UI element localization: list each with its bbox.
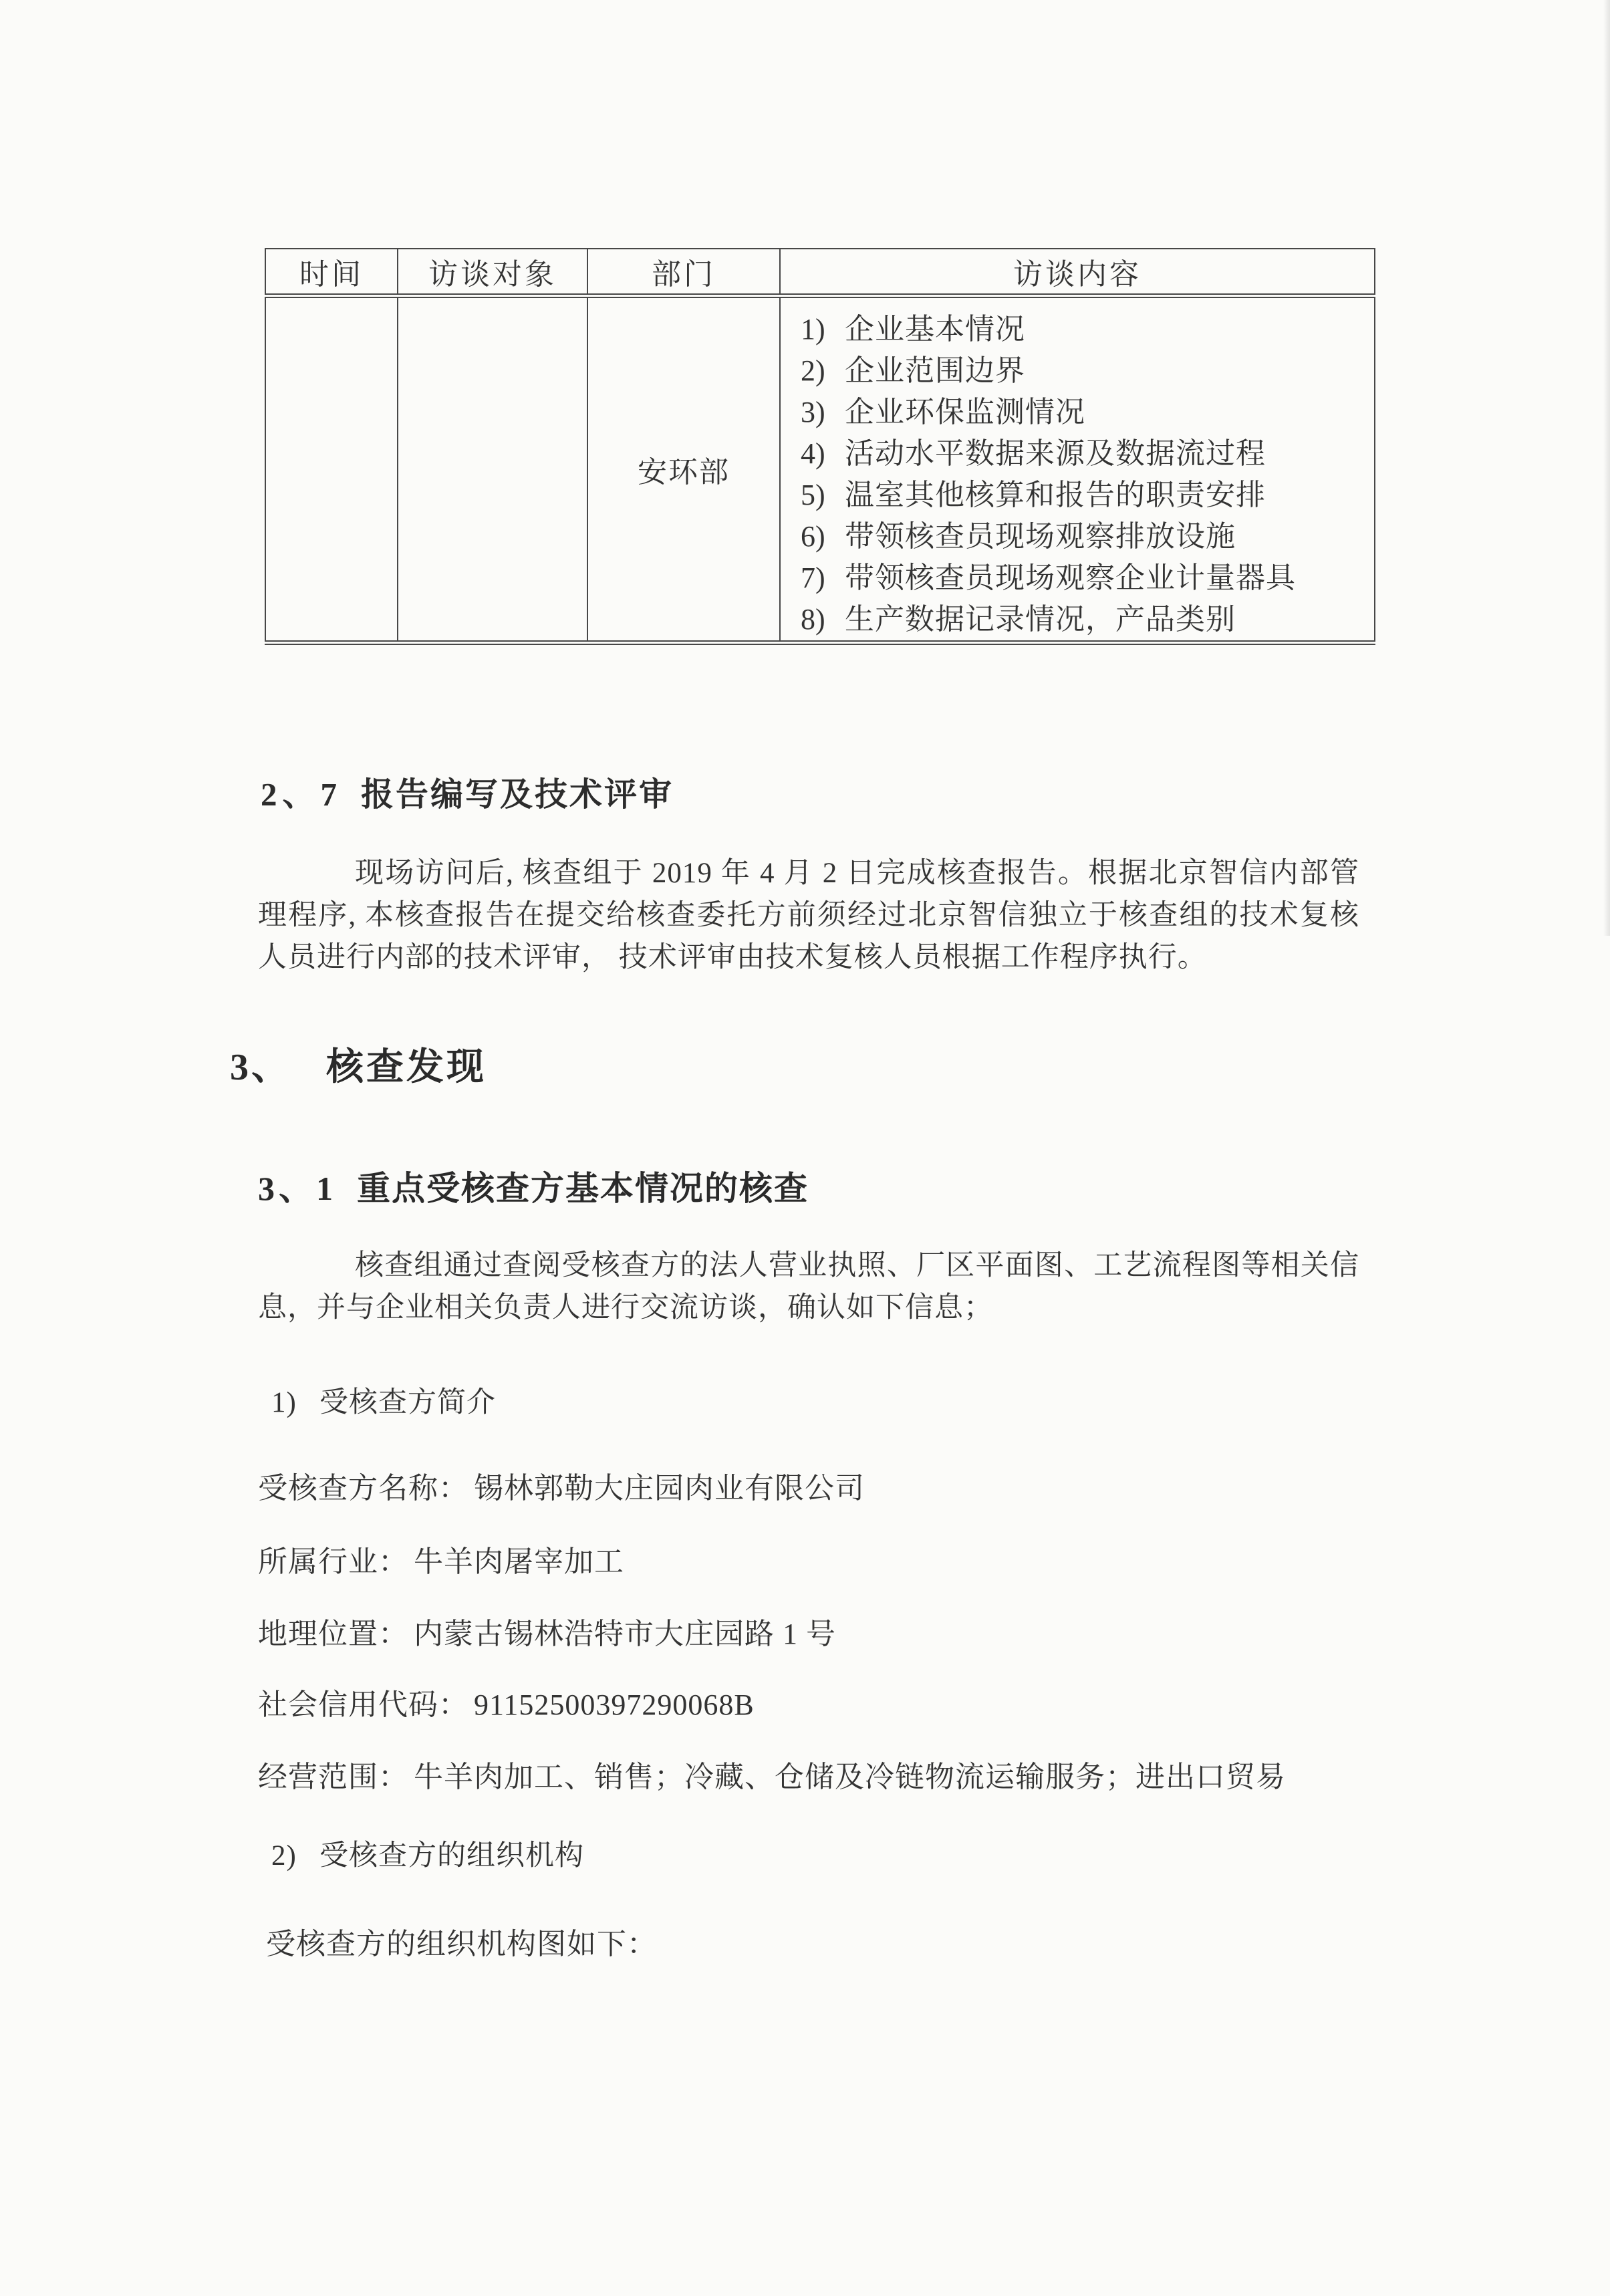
column-header-interview-content: 访谈内容 — [780, 249, 1375, 296]
section-number: 2、7 — [261, 776, 343, 813]
section-heading-3-1 — [258, 1162, 809, 1210]
field-credit-code — [258, 1680, 755, 1723]
list-item-text: 企业范围边界 — [845, 354, 1025, 387]
list-item-number: 2) — [271, 1840, 297, 1872]
profile-item-2 — [271, 1833, 584, 1874]
list-item-number: 8) — [801, 603, 825, 636]
section-title: 核查发现 — [326, 1047, 487, 1088]
cell-interviewee — [398, 296, 587, 643]
list-item-number: 1) — [271, 1387, 297, 1418]
list-item-text: 企业基本情况 — [845, 313, 1025, 346]
field-label: 地理位置： — [258, 1618, 408, 1650]
list-item-text: 带领核查员现场观察排放设施 — [845, 520, 1236, 553]
field-location — [258, 1610, 836, 1652]
field-value: 内蒙古锡林浩特市大庄园路 1 号 — [414, 1618, 836, 1650]
list-item-number: 4) — [801, 437, 825, 470]
list-item-number: 5) — [801, 479, 825, 511]
field-company-name — [258, 1464, 865, 1507]
profile-item-1 — [271, 1380, 496, 1420]
section-number: 3、 — [230, 1047, 291, 1088]
cell-department: 安环部 — [587, 296, 780, 643]
list-item — [781, 298, 1374, 350]
list-item — [781, 433, 1374, 475]
list-item-text: 温室其他核算和报告的职责安排 — [845, 479, 1266, 511]
list-item-number: 1) — [801, 313, 825, 346]
section-heading-3 — [230, 1037, 487, 1091]
field-label: 社会信用代码： — [258, 1688, 468, 1721]
interview-schedule-table — [265, 248, 1375, 645]
cell-interview-content — [780, 296, 1375, 643]
column-header-time: 时间 — [265, 249, 398, 296]
table-header-row — [265, 249, 1375, 296]
field-value: 牛羊肉加工、销售；冷藏、仓储及冷链物流运输服务；进出口贸易 — [414, 1761, 1286, 1793]
section-2-7-paragraph: 现场访问后, 核查组于 2019 年 4 月 2 日完成核查报告。根据北京智信内部管理程序, 本核查报告在提交给核查委托方前须经过北京智信独立于核查组的技术复核人员进行内部的技术评审， 技术评审由技术复核人员根据工作程序执行。 — [258, 858, 1359, 973]
org-chart-intro-line: 受核查方的组织机构图如下： — [266, 1928, 657, 1960]
field-value: 牛羊肉屠宰加工 — [414, 1545, 624, 1578]
list-item-number: 2) — [801, 354, 825, 387]
list-item — [781, 599, 1374, 640]
list-item — [781, 350, 1374, 392]
list-item-text: 企业环保监测情况 — [845, 396, 1085, 428]
scan-edge-artifact — [1603, 0, 1610, 936]
field-value: 锡林郭勒大庄园肉业有限公司 — [474, 1472, 865, 1505]
list-item-text: 受核查方的组织机构 — [319, 1840, 584, 1872]
field-value: 91152500397290068B — [474, 1688, 755, 1721]
cell-time — [265, 296, 398, 643]
section-number: 3、1 — [258, 1170, 337, 1207]
list-item-number: 6) — [801, 520, 825, 553]
field-label: 受核查方名称： — [258, 1472, 468, 1505]
section-3-1-paragraph: 核查组通过查阅受核查方的法人营业执照、厂区平面图、工艺流程图等相关信息，并与企业相关负责人进行交流访谈，确认如下信息； — [258, 1250, 1359, 1323]
list-item — [781, 516, 1374, 557]
column-header-interviewee: 访谈对象 — [398, 249, 587, 296]
section-heading-2-7 — [261, 769, 674, 815]
field-label: 经营范围： — [258, 1761, 408, 1793]
field-industry — [258, 1537, 624, 1580]
field-business-scope — [258, 1753, 1286, 1795]
column-header-department: 部门 — [587, 249, 780, 296]
section-title: 报告编写及技术评审 — [361, 776, 674, 813]
list-item-text: 活动水平数据来源及数据流过程 — [845, 437, 1266, 470]
list-item-number: 3) — [801, 396, 825, 428]
list-item-text: 带领核查员现场观察企业计量器具 — [845, 561, 1296, 594]
list-item-number: 7) — [801, 561, 825, 594]
section-title: 重点受核查方基本情况的核查 — [357, 1170, 809, 1207]
table-row — [265, 296, 1375, 643]
list-item-text: 生产数据记录情况，产品类别 — [845, 603, 1236, 636]
list-item — [781, 557, 1374, 599]
field-label: 所属行业： — [258, 1545, 408, 1578]
list-item — [781, 392, 1374, 433]
list-item — [781, 475, 1374, 516]
list-item-text: 受核查方简介 — [319, 1387, 496, 1418]
